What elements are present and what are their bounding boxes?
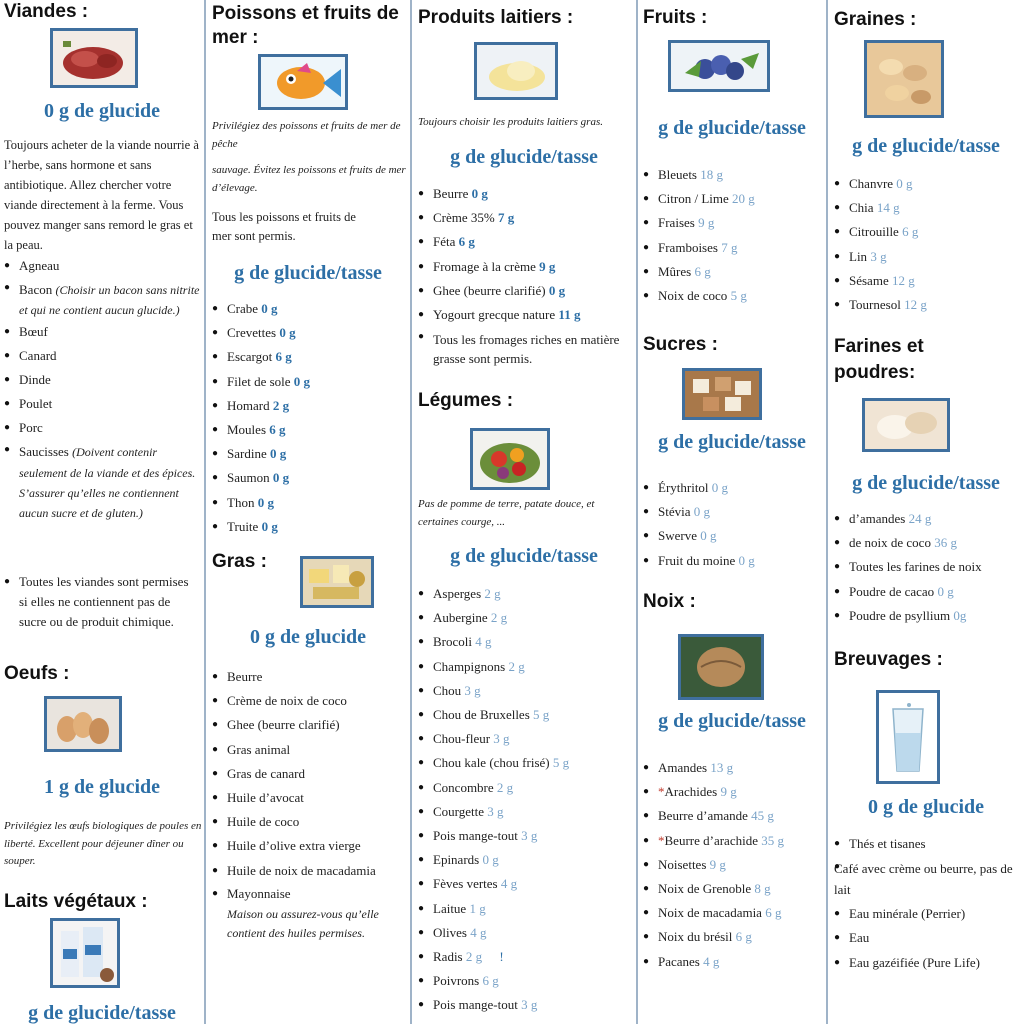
eggs-image — [44, 696, 122, 752]
list-item: ● Bœuf — [4, 320, 200, 344]
list-item: ● Mûres 6 g — [643, 260, 823, 284]
list-item: ● Yogourt grecque nature 11 g — [418, 303, 632, 327]
list-item: ● Stévia 0 g — [643, 500, 823, 524]
viandes-description: Toujours acheter de la viande nourrie à l’herbe, sans hormone et sans antibiotique. Allez chercher votre viande directement à la ferme. Vous pouvez manger sans remord le gras et la peau. — [4, 138, 199, 252]
list-item: ● de noix de coco 36 g — [834, 531, 1022, 555]
list-item: ● Noix de coco 5 g — [643, 284, 823, 308]
poissons-note-1: Privilégiez des poissons et fruits de mer de pêche — [212, 120, 401, 150]
farines-heading: Farines et poudres: — [834, 336, 924, 383]
list-item: ● Noix de Grenoble 8 g — [643, 877, 823, 901]
oeufs-heading: Oeufs : — [4, 663, 70, 684]
graines-list — [834, 172, 1022, 317]
list-item: ● Radis 2 g ! — [418, 945, 632, 969]
list-item: ● Brocoli 4 g — [418, 630, 632, 654]
laits-vegetaux-heading: Laits végétaux : — [4, 891, 148, 912]
laitiers-heading: Produits laitiers : — [418, 7, 574, 28]
list-item: ● *Beurre d’arachide 35 g — [643, 829, 823, 853]
list-item: ● Tournesol 12 g — [834, 293, 1022, 317]
list-item: ● Champignons 2 g — [418, 655, 632, 679]
column-viandes-oeufs — [0, 0, 204, 1024]
dairy-image — [474, 42, 558, 100]
list-item: ● Mayonnaise Maison ou assurez-vous qu’elle contient des huiles permises. — [212, 883, 408, 943]
list-item: ● Chanvre 0 g — [834, 172, 1022, 196]
noix-glucide: g de glucide/tasse — [658, 710, 806, 732]
gras-heading: Gras : — [212, 551, 267, 572]
list-item: ● Huile d’olive extra vierge — [212, 834, 408, 858]
list-item: ● Courgette 3 g — [418, 800, 632, 824]
list-item: ● Framboises 7 g — [643, 236, 823, 260]
gras-list — [212, 665, 408, 943]
column-graines-farines-breuvages — [828, 0, 1024, 1024]
gras-glucide: 0 g de glucide — [249, 626, 367, 648]
list-item: ● Pois mange-tout 3 g — [418, 993, 632, 1017]
list-item: ● Citron / Lime 20 g — [643, 187, 823, 211]
fruits-list — [643, 163, 823, 308]
sucres-heading: Sucres : — [643, 334, 718, 355]
water-glass-image — [876, 690, 940, 784]
list-item: ● Dinde — [4, 368, 200, 392]
list-item: ● Chia 14 g — [834, 196, 1022, 220]
list-item: ● Filet de sole 0 g — [212, 370, 408, 394]
list-item: ● Crème 35% 7 g — [418, 206, 632, 230]
poissons-heading: Poissons et fruits de mer : — [212, 3, 399, 48]
list-item: ● Aubergine 2 g — [418, 606, 632, 630]
walnut-image — [678, 634, 764, 700]
list-item: ● Asperges 2 g — [418, 582, 632, 606]
list-item: ● Crevettes 0 g — [212, 321, 408, 345]
breuvages-heading: Breuvages : — [834, 649, 943, 670]
list-item: ● Fèves vertes 4 g — [418, 872, 632, 896]
vegetables-image — [470, 428, 550, 490]
list-item: ● Pois mange-tout 3 g — [418, 824, 632, 848]
list-item: ● Noisettes 9 g — [643, 853, 823, 877]
laits-glucide: g de glucide/tasse — [28, 1002, 176, 1024]
oeufs-note: Privilégiez les œufs biologiques de poules en liberté. Excellent pour déjeuner dîner ou souper. — [4, 820, 202, 868]
list-item: ● Swerve 0 g — [643, 524, 823, 548]
laitiers-list — [418, 182, 632, 368]
viandes-all-list — [4, 572, 200, 632]
list-item: ● *Arachides 9 g — [643, 780, 823, 804]
list-item: ● Sésame 12 g — [834, 269, 1022, 293]
poissons-note-2: sauvage. Évitez les poissons et fruits de mer d’élevage. — [212, 164, 406, 194]
noix-heading: Noix : — [643, 591, 696, 612]
list-item: ● Beurre d’amande 45 g — [643, 804, 823, 828]
breuvages-list — [834, 832, 1022, 975]
list-item: ● Érythritol 0 g — [643, 476, 823, 500]
list-item: ● Concombre 2 g — [418, 776, 632, 800]
list-item: ● Poulet — [4, 392, 200, 416]
meat-image — [50, 28, 138, 88]
list-item: ● Chou kale (chou frisé) 5 g — [418, 751, 632, 775]
flour-image — [862, 398, 950, 452]
list-item: ● Poivrons 6 g — [418, 969, 632, 993]
farines-list — [834, 507, 1022, 628]
list-item: ● Thon 0 g — [212, 491, 408, 515]
list-item: ● Fruit du moine 0 g — [643, 549, 823, 573]
list-item: ● Saucisses (Doivent contenir seulement de la viande et des épices. S’assurer qu’elles ne contiennent aucun sucre et de gluten.) — [4, 440, 200, 523]
list-item: ● d’amandes 24 g — [834, 507, 1022, 531]
list-item: ● Bacon (Choisir un bacon sans nitrite et qui ne contient aucun glucide.) — [4, 278, 200, 320]
plant-milk-image — [50, 918, 120, 988]
list-item: ● Olives 4 g — [418, 921, 632, 945]
laitiers-glucide: g de glucide/tasse — [450, 146, 598, 168]
radis-mark: ! — [499, 949, 504, 965]
list-item: ● Escargot 6 g — [212, 345, 408, 369]
sucres-glucide: g de glucide/tasse — [658, 431, 806, 453]
noix-list — [643, 756, 823, 974]
list-item: ● Noix du brésil 6 g — [643, 925, 823, 949]
column-poissons-gras — [206, 0, 410, 1024]
list-item: ● Agneau — [4, 254, 200, 278]
list-item: ● Toutes les viandes sont permises si elles ne contiennent pas de sucre ou de produit chimique. — [4, 572, 200, 632]
list-item: ● Thés et tisanes — [834, 832, 1022, 856]
seeds-image — [864, 40, 944, 118]
poissons-list — [212, 297, 408, 539]
fish-image — [258, 54, 348, 110]
list-item: ● Amandes 13 g — [643, 756, 823, 780]
list-item: ● Crabe 0 g — [212, 297, 408, 321]
breuvages-glucide: 0 g de glucide — [867, 796, 985, 818]
list-item: ● Eau — [834, 926, 1022, 950]
farines-glucide: g de glucide/tasse — [852, 472, 1000, 494]
mayo-note: Maison ou assurez-vous qu’elle contient des huiles permises. — [227, 906, 379, 941]
list-item: ● Tous les fromages riches en matière grasse sont permis. — [418, 327, 632, 368]
viandes-list — [4, 254, 200, 523]
list-item: ● Gras de canard — [212, 762, 408, 786]
sugar-image — [682, 368, 762, 420]
list-item: ● Café avec crème ou beurre, pas de lait — [834, 856, 1022, 902]
list-item: ● Eau minérale (Perrier) — [834, 902, 1022, 926]
viandes-heading: Viandes : — [4, 1, 89, 22]
list-item: ● Moules 6 g — [212, 418, 408, 442]
column-fruits-sucres-noix — [638, 0, 826, 1024]
list-item: ● Chou-fleur 3 g — [418, 727, 632, 751]
list-item: ● Lin 3 g — [834, 245, 1022, 269]
list-item: ● Fraises 9 g — [643, 211, 823, 235]
list-item: ● Huile de noix de macadamia — [212, 859, 408, 883]
legumes-list — [418, 582, 632, 1018]
list-item: ● Sardine 0 g — [212, 442, 408, 466]
list-item: ● Citrouille 6 g — [834, 220, 1022, 244]
poissons-glucide: g de glucide/tasse — [234, 262, 382, 284]
list-item: ● Epinards 0 g — [418, 848, 632, 872]
fats-image — [300, 556, 374, 608]
list-item: ● Homard 2 g — [212, 394, 408, 418]
legumes-heading: Légumes : — [418, 390, 514, 411]
sucres-list — [643, 476, 823, 573]
list-item: ● Chou 3 g — [418, 679, 632, 703]
list-item: ● Porc — [4, 416, 200, 440]
list-item: ● Canard — [4, 344, 200, 368]
legumes-note: Pas de pomme de terre, patate douce, et certaines courge, ... — [418, 498, 595, 528]
list-item: ● Crème de noix de coco — [212, 689, 408, 713]
list-item: ● Laitue 1 g — [418, 897, 632, 921]
list-item: ● Gras animal — [212, 738, 408, 762]
list-item: ● Fromage à la crème 9 g — [418, 255, 632, 279]
list-item: ● Noix de macadamia 6 g — [643, 901, 823, 925]
list-item: ● Ghee (beurre clarifié) 0 g — [418, 279, 632, 303]
list-item: ● Bleuets 18 g — [643, 163, 823, 187]
list-item: ● Chou de Bruxelles 5 g — [418, 703, 632, 727]
list-item: ● Beurre — [212, 665, 408, 689]
list-item: ● Huile d’avocat — [212, 786, 408, 810]
list-item: ● Féta 6 g — [418, 230, 632, 254]
list-item: ● Toutes les farines de noix — [834, 555, 1022, 579]
list-item: ● Huile de coco — [212, 810, 408, 834]
viandes-glucide: 0 g de glucide — [43, 100, 161, 122]
poissons-text: Tous les poissons et fruits de mer sont permis. — [212, 210, 356, 244]
list-item: ● Poudre de psyllium 0g — [834, 604, 1022, 628]
fruits-glucide: g de glucide/tasse — [658, 117, 806, 139]
fruits-heading: Fruits : — [643, 7, 708, 28]
berries-image — [668, 40, 770, 92]
list-item: ● Eau gazéifiée (Pure Life) — [834, 951, 1022, 975]
graines-glucide: g de glucide/tasse — [852, 135, 1000, 157]
list-item: ● Ghee (beurre clarifié) — [212, 713, 408, 737]
oeufs-glucide: 1 g de glucide — [43, 776, 161, 798]
list-item: ● Poudre de cacao 0 g — [834, 580, 1022, 604]
list-item: ● Beurre 0 g — [418, 182, 632, 206]
list-item: ● Pacanes 4 g — [643, 950, 823, 974]
list-item: ● Saumon 0 g — [212, 466, 408, 490]
list-item: ● Truite 0 g — [212, 515, 408, 539]
laitiers-note: Toujours choisir les produits laitiers gras. — [418, 116, 603, 128]
column-laitiers-legumes — [412, 0, 636, 1024]
graines-heading: Graines : — [834, 9, 917, 30]
legumes-glucide: g de glucide/tasse — [450, 545, 598, 567]
